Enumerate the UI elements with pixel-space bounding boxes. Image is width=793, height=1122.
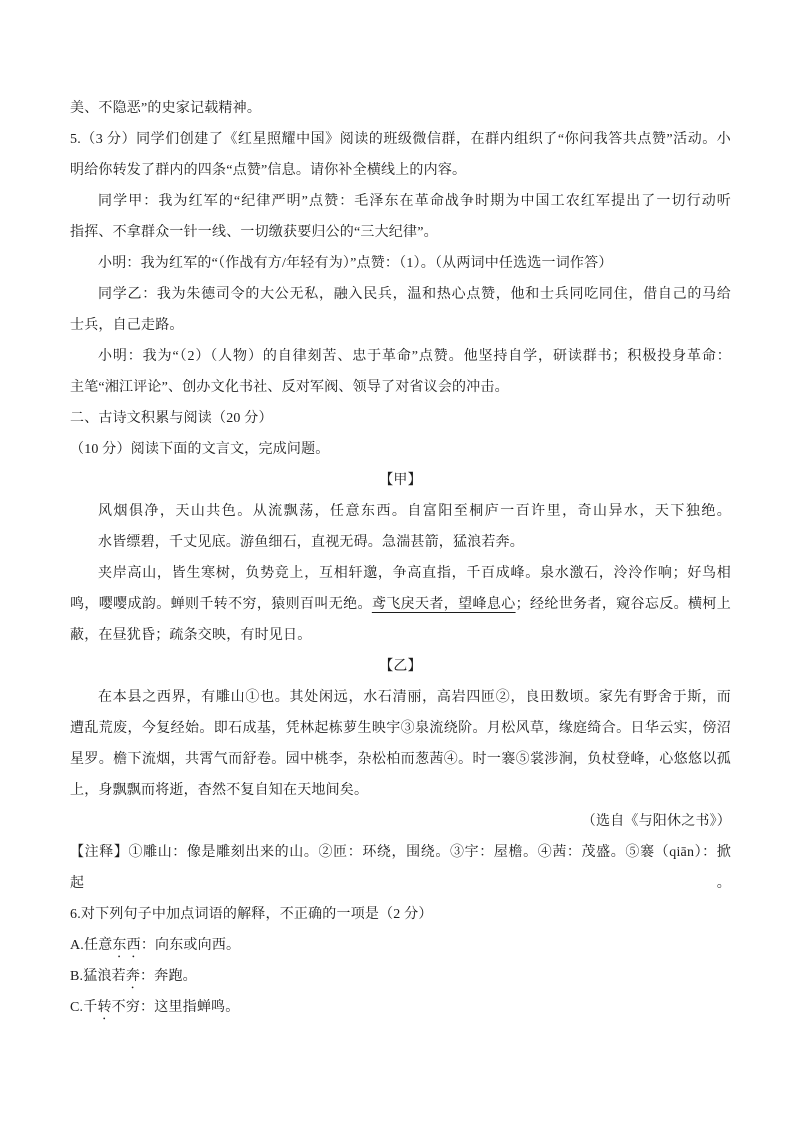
- q6-option-c-dotted-word: 转: [97, 1000, 112, 1015]
- q5-student-b-line2: 士兵，自己走路。: [70, 318, 184, 333]
- passage-yi-line2: 遭乱荒废，今复经始。即石成基，凭林起栋萝生映宇③泉流绕阶。月松风草，缘庭绮合。日华云实，傍沼: [70, 721, 731, 736]
- passage-yi-title: 【乙】: [379, 659, 422, 674]
- q5-student-b-line1: 同学乙：我为朱德司令的大公无私，融入民兵，温和热心点赞，他和士兵同吃同住，借自己的马给: [98, 287, 731, 302]
- passage-jia-line4-pre: 鸣，嘤嘤成韵。蝉则千转不穷，猿则百叫无绝。: [70, 597, 372, 612]
- quote-tail-line: 美、不隐恶”的史家记载精神。: [70, 101, 262, 116]
- passage-jia-line2: 水皆缥碧，千丈见底。游鱼细石，直视无碍。急湍甚箭，猛浪若奔。: [98, 535, 524, 550]
- q6-option-a-pre: A.任意: [70, 938, 113, 953]
- q6-option-a: [70, 930, 731, 961]
- passage-yi-line3: 星罗。檐下流烟，共霄气而舒卷。园中桃李，杂松柏而葱茜④。时一褰⑤裳涉涧，负杖登峰，心悠悠以孤: [70, 752, 731, 767]
- q6-option-c: [70, 992, 731, 1023]
- q5-stem-line1: 5.（3 分）同学们创建了《红星照耀中国》阅读的班级微信群，在群内组织了“你问我答共点赞”活动。小: [70, 132, 731, 147]
- q6-option-b: [70, 961, 731, 992]
- q6-option-b-dotted-word: 奔: [125, 969, 141, 984]
- q5-xiaoming-2-line2: 主笔“湘江评论”、创办文化书社、反对军阀、领导了对省议会的冲击。: [70, 380, 509, 395]
- q6-option-a-dotted-word: 东西: [112, 938, 141, 953]
- passage-jia-line5: 蔽，在昼犹昏；疏条交映，有时见日。: [70, 628, 312, 643]
- q6-option-b-post: ：奔跑。: [140, 969, 197, 984]
- passage-jia-line4: [70, 589, 731, 620]
- q5-student-a-line2: 指挥、不拿群众一针一线、一切缴获要归公的“三大纪律”。: [70, 225, 438, 240]
- q5-xiaoming-2-line1: 小明：我为“（2）（人物）的自律刻苦、忠于革命”点赞。他坚持自学，研读群书；积极投身革命：: [98, 349, 731, 364]
- exam-text-content: [70, 93, 731, 1023]
- q5-student-a-line1: 同学甲：我为红军的“纪律严明”点赞：毛泽东在革命战争时期为中国工农红军提出了一切行动听: [98, 194, 731, 209]
- q5-xiaoming-1: 小明：我为红军的“（作战有方/年轻有为）”点赞：（1）。（从两词中任选选一词作答）: [98, 256, 613, 271]
- passage-jia-line4-post: ；经纶世务者，窥谷忘反。横柯上: [515, 597, 732, 612]
- q6-option-c-pre: C.千: [70, 1000, 98, 1015]
- q6-option-a-post: ：向东或向西。: [140, 938, 241, 953]
- q6-option-b-pre: B.猛浪若: [70, 969, 126, 984]
- passage-jia-underlined-phrase: 鸢飞戾天者，望峰息心: [371, 597, 516, 612]
- passage-jia-line3: 夹岸高山，皆生寒树，负势竞上，互相轩邈，争高直指，千百成峰。泉水激石，泠泠作响；好鸟相: [98, 566, 731, 581]
- notes-line: 【注释】①雕山：像是雕刻出来的山。②匝：环绕，围绕。③宇：屋檐。④茜：茂盛。⑤褰（qiān）：掀起。: [70, 845, 731, 891]
- passage-jia-title: 【甲】: [379, 473, 422, 488]
- passage-yi-line4: 上，身飘飘而将逝，杳然不复自知在天地间矣。: [70, 783, 369, 798]
- section2-heading: 二、古诗文积累与阅读（20 分）: [70, 411, 273, 426]
- passage-yi-line1: 在本县之西界，有雕山①也。其处闲远，水石清丽，高岩四匝②，良田数顷。家先有野舍于斯，而: [98, 690, 731, 705]
- q5-stem-line2: 明给你转发了群内的四条“点赞”信息。请你补全横线上的内容。: [70, 163, 467, 178]
- section2-instruction: （10 分）阅读下面的文言文，完成问题。: [70, 442, 330, 457]
- q6-option-c-post: 不穷：这里指蝉鸣。: [111, 1000, 240, 1015]
- q6-stem: 6.对下列句子中加点词语的解释，不正确的一项是（2 分）: [70, 907, 433, 922]
- passage-yi-source: （选自《与阳休之书》）: [581, 814, 731, 829]
- passage-jia-line1: 风烟俱净，天山共色。从流飘荡，任意东西。自富阳至桐庐一百许里，奇山异水，天下独绝。: [98, 504, 731, 519]
